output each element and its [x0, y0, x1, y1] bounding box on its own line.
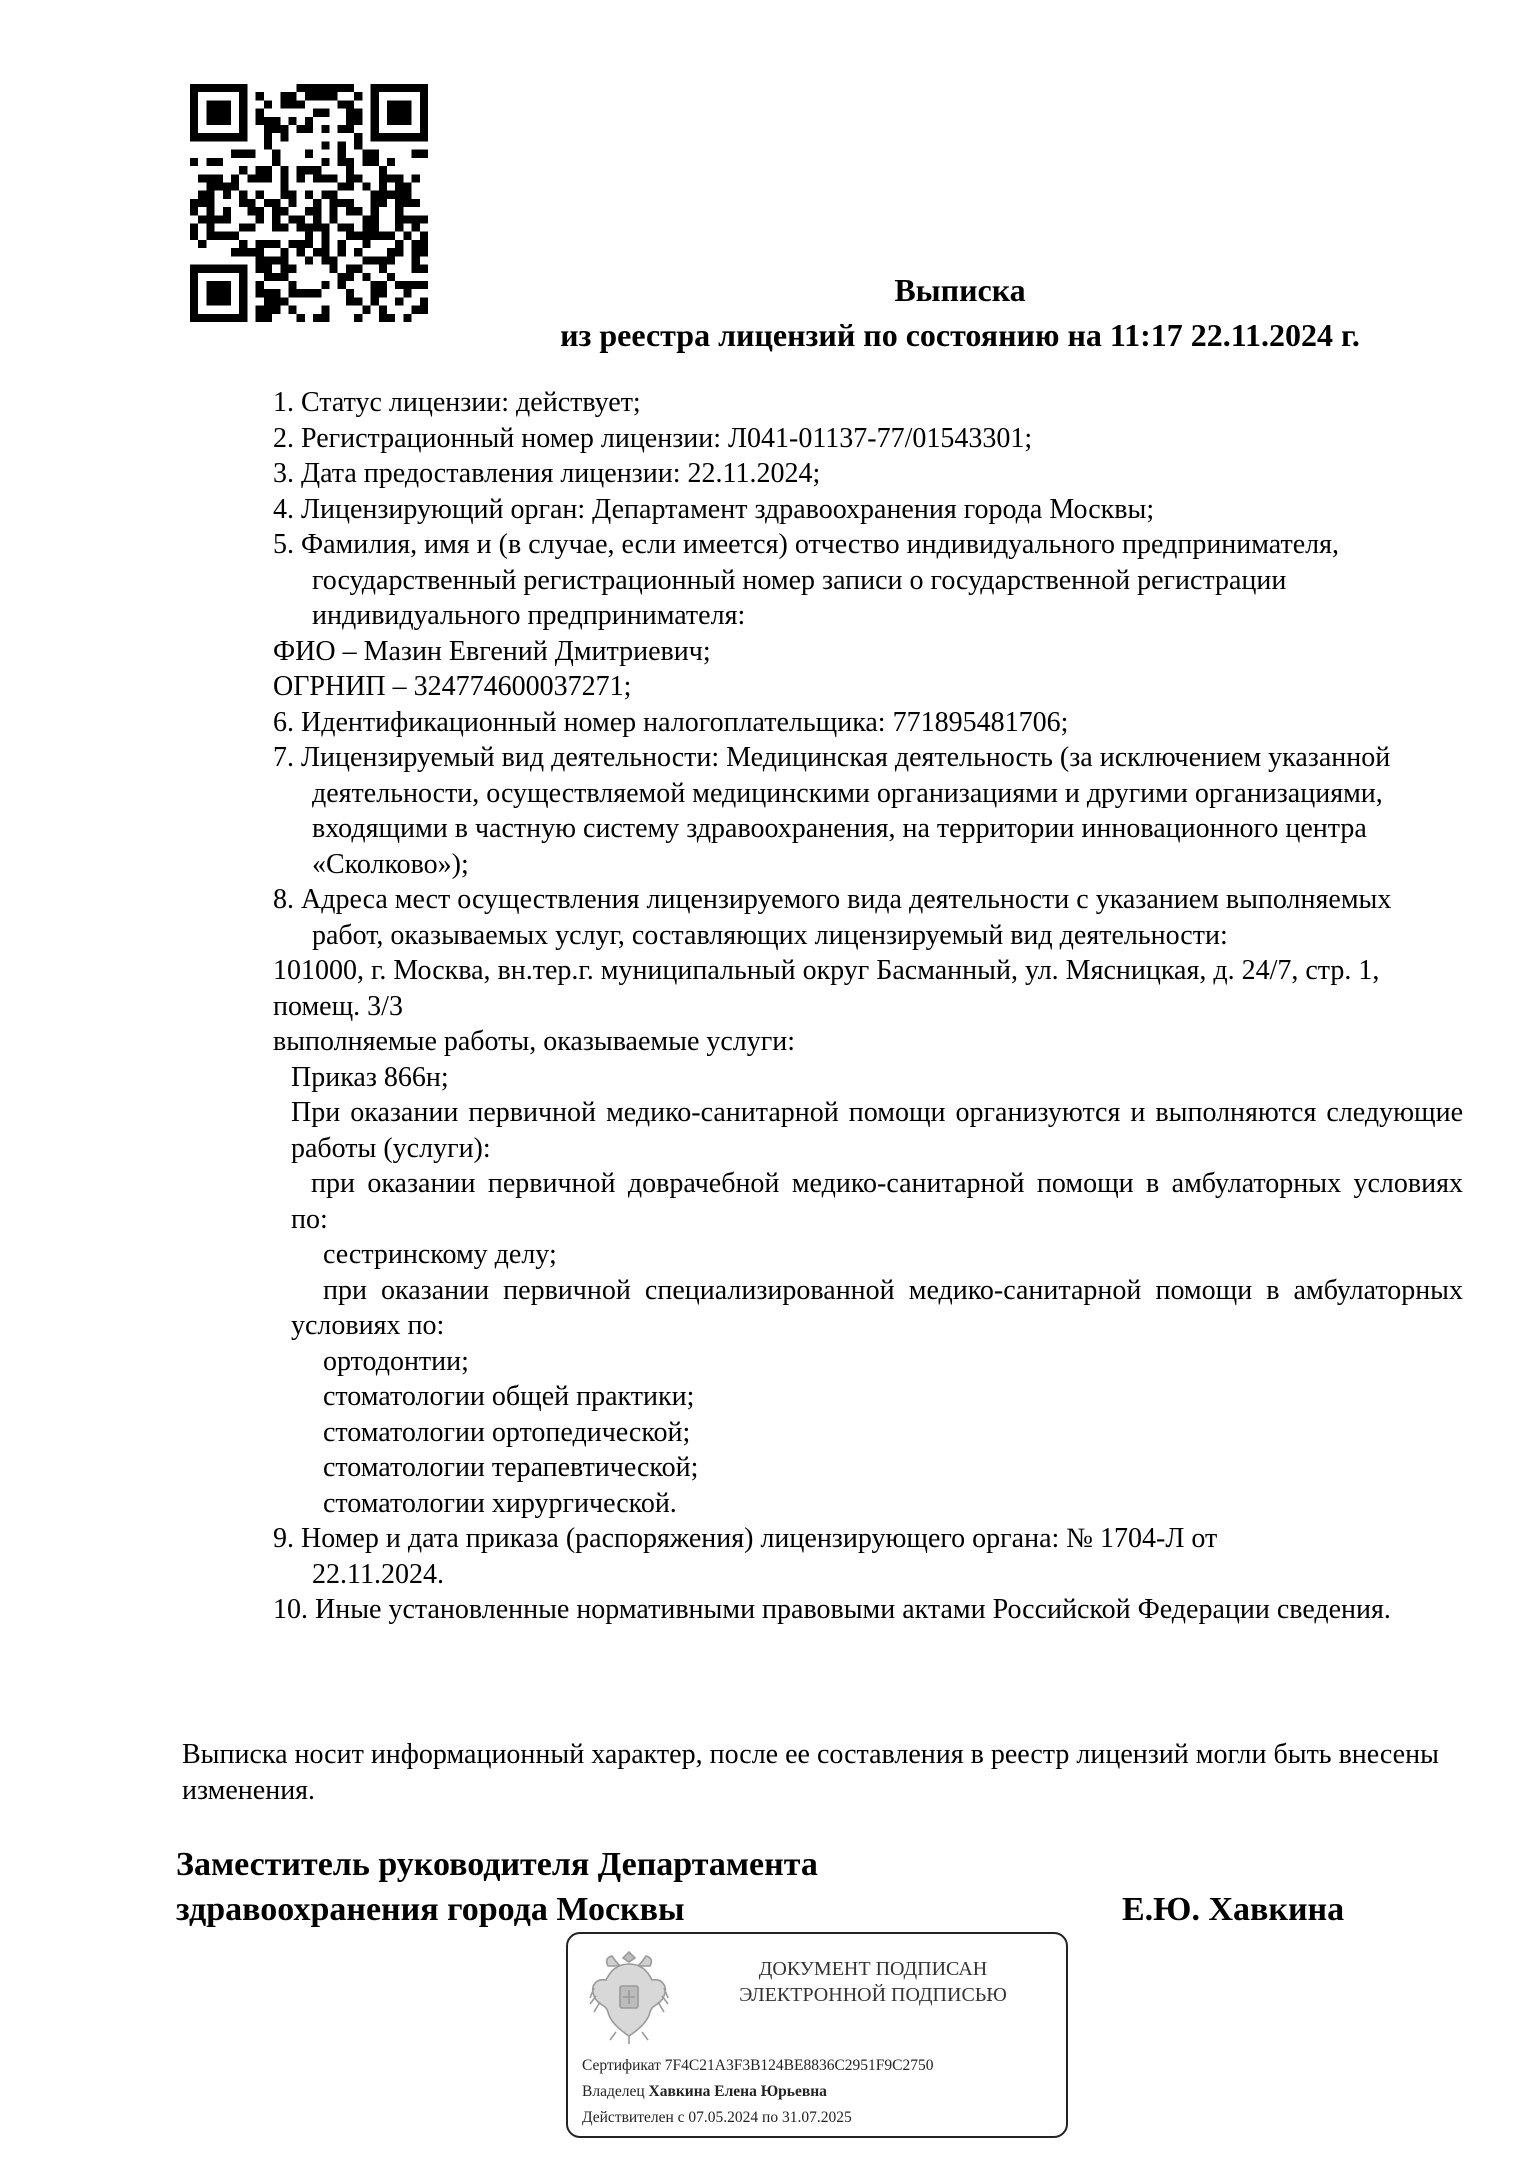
document-subtitle: из реестра лицензий по состоянию на 11:17 22.11.2024 г.: [560, 317, 1360, 353]
specialized-care-line: при оказании первичной специализированной медико-санитарной помощи в амбулаторных условиях по:: [291, 1274, 1463, 1341]
document-body: [273, 385, 1463, 1628]
prehospital-care-line: при оказании первичной доврачебной медико-санитарной помощи в амбулаторных условиях по:: [291, 1168, 1463, 1235]
document-header: [500, 268, 1420, 358]
signatory-name: Е.Ю. Хавкина: [1122, 1891, 1345, 1928]
certificate-value: 7F4C21A3F3B124BE8836C2951F9C2750: [664, 2057, 934, 2074]
stamp-title-line2: ЭЛЕКТРОННОЙ ПОДПИСЬЮ: [739, 1984, 1007, 2006]
service-general-dentistry: стоматологии общей практики;: [323, 1381, 695, 1412]
service-therapeutic-dentistry: стоматологии терапевтической;: [323, 1452, 699, 1483]
works-label: выполняемые работы, оказываемые услуги:: [273, 1026, 796, 1057]
certificate-label: Сертификат: [582, 2057, 661, 2074]
signatory-position-line1: Заместитель руководителя Департамента: [176, 1846, 818, 1883]
stamp-certificate: [582, 2056, 934, 2076]
primary-care-line: При оказании первичной медико-санитарной помощи организуются и выполняются следующие работы (услуги):: [291, 1097, 1463, 1164]
item-activity: 7. Лицензируемый вид деятельности: Медицинская деятельность (за исключением указанной деятельности, осуществляемой медицинскими организациями и другими организациями, входящими в частную систему здравоохранения, на территории инновационного центра «Сколково»);: [273, 742, 1391, 880]
item-reg-number: 2. Регистрационный номер лицензии: Л041-01137-77/01543301;: [273, 422, 1033, 454]
service-nursing: сестринскому делу;: [323, 1239, 557, 1270]
disclaimer-note: Выписка носит информационный характер, после ее составления в реестр лицензий могли быть внесены изменения.: [182, 1739, 1439, 1806]
owner-value: Хавкина Елена Юрьевна: [648, 2083, 827, 2100]
address-line: 101000, г. Москва, вн.тер.г. муниципальный округ Басманный, ул. Мясницкая, д. 24/7, стр. 1, помещ. 3/3: [273, 955, 1380, 1022]
item-order: 9. Номер и дата приказа (распоряжения) лицензирующего органа: № 1704-Л от 22.11.2024.: [273, 1523, 1218, 1590]
coat-of-arms-icon: [586, 1946, 672, 2046]
service-surgical-dentistry: стоматологии хирургической.: [323, 1487, 677, 1519]
stamp-validity: Действителен с 07.05.2024 по 31.07.2025: [582, 2109, 852, 2126]
fio-line: ФИО – Мазин Евгений Дмитриевич;: [273, 635, 711, 667]
order-line: Приказ 866н;: [291, 1061, 449, 1093]
service-orthopedic-dentistry: стоматологии ортопедической;: [323, 1416, 691, 1448]
signatory-position: [176, 1842, 818, 1932]
e-signature-stamp: [566, 1932, 1068, 2138]
ogrnip-line: ОГРНИП – 324774600037271;: [273, 671, 632, 702]
item-authority: 4. Лицензирующий орган: Департамент здравоохранения города Москвы;: [273, 493, 1155, 525]
signatory-position-line2: здравоохранения города Москвы: [176, 1891, 685, 1928]
item-inn: 6. Идентификационный номер налогоплательщика: 771895481706;: [273, 706, 1069, 738]
item-date: 3. Дата предоставления лицензии: 22.11.2024;: [273, 458, 821, 489]
document-title: Выписка: [894, 272, 1026, 308]
stamp-owner: [582, 2082, 827, 2102]
item-status: 1. Статус лицензии: действует;: [273, 387, 641, 418]
service-orthodontics: ортодонтии;: [323, 1345, 469, 1377]
stamp-title: [688, 1956, 1058, 2008]
owner-label: Владелец: [582, 2083, 645, 2100]
item-entrepreneur: 5. Фамилия, имя и (в случае, если имеется) отчество индивидуального предпринимателя, государственный регистрационный номер записи о государственной регистрации индивидуального предпринимателя:: [273, 529, 1340, 631]
stamp-title-line1: ДОКУМЕНТ ПОДПИСАН: [758, 1958, 988, 1980]
qr-code-icon: [190, 84, 428, 322]
item-other: 10. Иные установленные нормативными правовыми актами Российской Федерации сведения.: [273, 1594, 1391, 1625]
item-addresses: 8. Адреса мест осуществления лицензируемого вида деятельности с указанием выполняемых работ, оказываемых услуг, составляющих лицензируемый вид деятельности:: [273, 884, 1392, 951]
